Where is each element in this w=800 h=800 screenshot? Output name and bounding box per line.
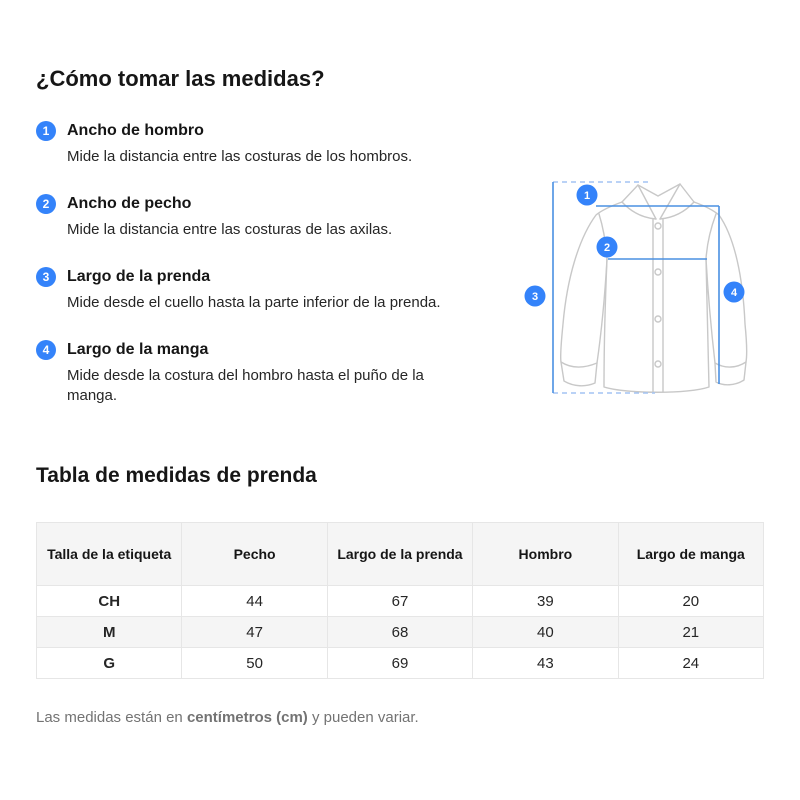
step-3-title: Largo de la prenda (67, 268, 211, 285)
step-2-badge: 2 (36, 194, 56, 214)
footnote-bold: centímetros (cm) (186, 709, 308, 726)
cell-largo-manga: 21 (618, 617, 763, 648)
step-4-body (67, 341, 459, 406)
footnote-suffix: y pueden variar. (307, 709, 419, 726)
how-to-section (36, 122, 764, 432)
step-ancho-de-hombro (36, 122, 491, 167)
header-hombro: Hombro (473, 523, 618, 586)
cell-pecho: 50 (182, 648, 327, 679)
step-1-body (67, 122, 412, 167)
diagram-badge-4-label: 4 (730, 287, 738, 299)
cell-size: CH (37, 586, 182, 617)
cell-largo-manga: 24 (618, 648, 763, 679)
page-title: ¿Cómo tomar las medidas? (36, 66, 325, 91)
step-largo-de-la-manga (36, 341, 491, 406)
step-ancho-de-pecho (36, 195, 491, 240)
step-2-title: Ancho de pecho (67, 195, 192, 212)
diagram-badge-2-label: 2 (603, 242, 611, 254)
header-talla: Talla de la etiqueta (37, 523, 182, 586)
size-table-body (37, 586, 764, 679)
size-table-head (37, 523, 764, 586)
cell-largo-prenda: 69 (327, 648, 472, 679)
step-1-description: Mide la distancia entre las costuras de los hombros. (67, 148, 413, 165)
step-1-title: Ancho de hombro (67, 122, 204, 139)
header-pecho: Pecho (182, 523, 327, 586)
diagram-badge-1-label: 1 (583, 190, 591, 202)
cell-size: G (37, 648, 182, 679)
table-row-g (37, 648, 764, 679)
footnote (36, 709, 764, 726)
diagram-badge-3-label: 3 (531, 291, 539, 303)
table-row-m (37, 617, 764, 648)
diagram-badges (525, 185, 745, 307)
size-table-header-row (37, 523, 764, 586)
step-3-body (67, 268, 441, 313)
step-2-description: Mide la distancia entre las costuras de las axilas. (67, 221, 393, 238)
step-4-badge: 4 (36, 340, 56, 360)
cell-pecho: 44 (182, 586, 327, 617)
step-4-title: Largo de la manga (67, 341, 209, 358)
step-1-badge: 1 (36, 121, 56, 141)
step-largo-de-la-prenda (36, 268, 491, 313)
shirt-diagram (515, 166, 775, 411)
cell-size: M (37, 617, 182, 648)
cell-hombro: 39 (473, 586, 618, 617)
table-row-ch (37, 586, 764, 617)
header-largo-prenda: Largo de la prenda (327, 523, 472, 586)
step-3-description: Mide desde el cuello hasta la parte inferior de la prenda. (67, 294, 441, 311)
measurement-steps (36, 122, 491, 406)
cell-largo-prenda: 68 (327, 617, 472, 648)
size-table (36, 522, 764, 679)
cell-hombro: 43 (473, 648, 618, 679)
header-largo-manga: Largo de manga (618, 523, 763, 586)
cell-pecho: 47 (182, 617, 327, 648)
step-4-description: Mide desde la costura del hombro hasta el puño de la manga. (67, 367, 424, 404)
footnote-prefix: Las medidas están en (36, 709, 187, 726)
cell-largo-prenda: 67 (327, 586, 472, 617)
cell-hombro: 40 (473, 617, 618, 648)
step-3-badge: 3 (36, 267, 56, 287)
size-table-title: Tabla de medidas de prenda (36, 464, 317, 487)
step-2-body (67, 195, 392, 240)
cell-largo-manga: 20 (618, 586, 763, 617)
